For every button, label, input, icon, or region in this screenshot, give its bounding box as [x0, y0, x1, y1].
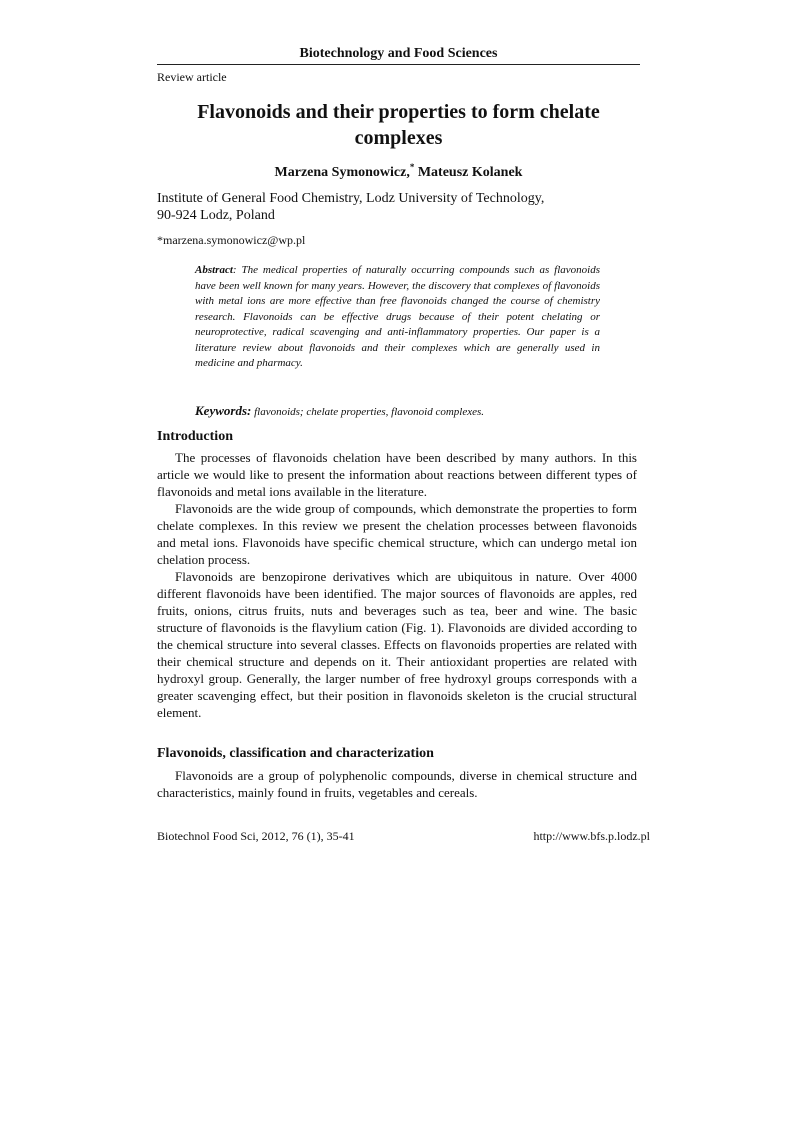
- abstract-text: : The medical properties of naturally occurring compounds such as flavonoids have been well known for many years. However, the discovery that complexes of flavonoids with metal ions are more effective than free flavonoids changed the course of chemistry research. Flavonoids can be effective drugs because of their potent chelating or neuroprotective, radical scavenging and anti-inflammatory properties. Our paper is a literature review about flavonoids and their complexes which are generally used in medicine and pharmacy.: [195, 264, 600, 369]
- author-name: Mateusz Kolanek: [417, 165, 523, 180]
- header-divider: [157, 64, 640, 65]
- abstract-label: Abstract: [195, 264, 233, 276]
- keywords: [195, 403, 600, 420]
- corresponding-author-email: *marzena.symonowicz@wp.pl: [157, 233, 306, 247]
- classification-body: [157, 767, 637, 801]
- journal-title: Biotechnology and Food Sciences: [299, 46, 498, 61]
- introduction-body: [157, 449, 637, 721]
- corresponding-author-marker: *: [409, 162, 415, 172]
- body-paragraph: Flavonoids are the wide group of compounds, which demonstrate the properties to form chelate complexes. In this review we present the chelation processes between flavonoids and metal ions. Flavonoids have specific chemical structure, which can undergo metal ion chelation process.: [157, 501, 637, 567]
- abstract: [195, 263, 600, 372]
- keywords-label: Keywords:: [195, 403, 252, 418]
- section-heading-classification: Flavonoids, classification and characterization: [157, 746, 434, 761]
- footer-citation: Biotechnol Food Sci, 2012, 76 (1), 35-41: [157, 829, 355, 843]
- section-heading-introduction: Introduction: [157, 429, 233, 444]
- author-affiliation: [157, 190, 640, 224]
- paper-title: Flavonoids and their properties to form chelate complexes: [197, 101, 600, 149]
- body-paragraph: Flavonoids are a group of polyphenolic compounds, diverse in chemical structure and characteristics, mainly found in fruits, vegetables and cereals.: [157, 768, 637, 800]
- author-list: [157, 164, 640, 182]
- journal-url: http://www.bfs.p.lodz.pl: [533, 829, 650, 843]
- body-paragraph: The processes of flavonoids chelation have been described by many authors. In this article we would like to present the information about reactions between different types of flavonoids and metal ions available in the literature.: [157, 450, 637, 499]
- affiliation-line: 90-924 Lodz, Poland: [157, 208, 275, 223]
- keywords-text: flavonoids; chelate properties, flavonoid complexes.: [251, 406, 485, 418]
- body-paragraph: Flavonoids are benzopirone derivatives which are ubiquitous in nature. Over 4000 different flavonoids have been identified. The major sources of flavonoids are apples, red fruits, onions, citrus fruits, nuts and beverages such as tea, beer and wine. The basic structure of flavonoids is the flavylium cation (Fig. 1). Flavonoids are divided according to the chemical structure into several classes. Effects on flavonoids properties are related with their chemical structure and depends on it. Their antioxidant properties are related with hydroxyl group. Generally, the larger number of free hydroxyl groups corresponds with a greater scavenging effect, but their position in flavonoids skeleton is the crucial structural element.: [157, 569, 637, 720]
- article-type-label: Review article: [157, 70, 227, 84]
- author-name: Marzena Symonowicz,: [274, 165, 410, 180]
- affiliation-line: Institute of General Food Chemistry, Lodz University of Technology,: [157, 191, 545, 206]
